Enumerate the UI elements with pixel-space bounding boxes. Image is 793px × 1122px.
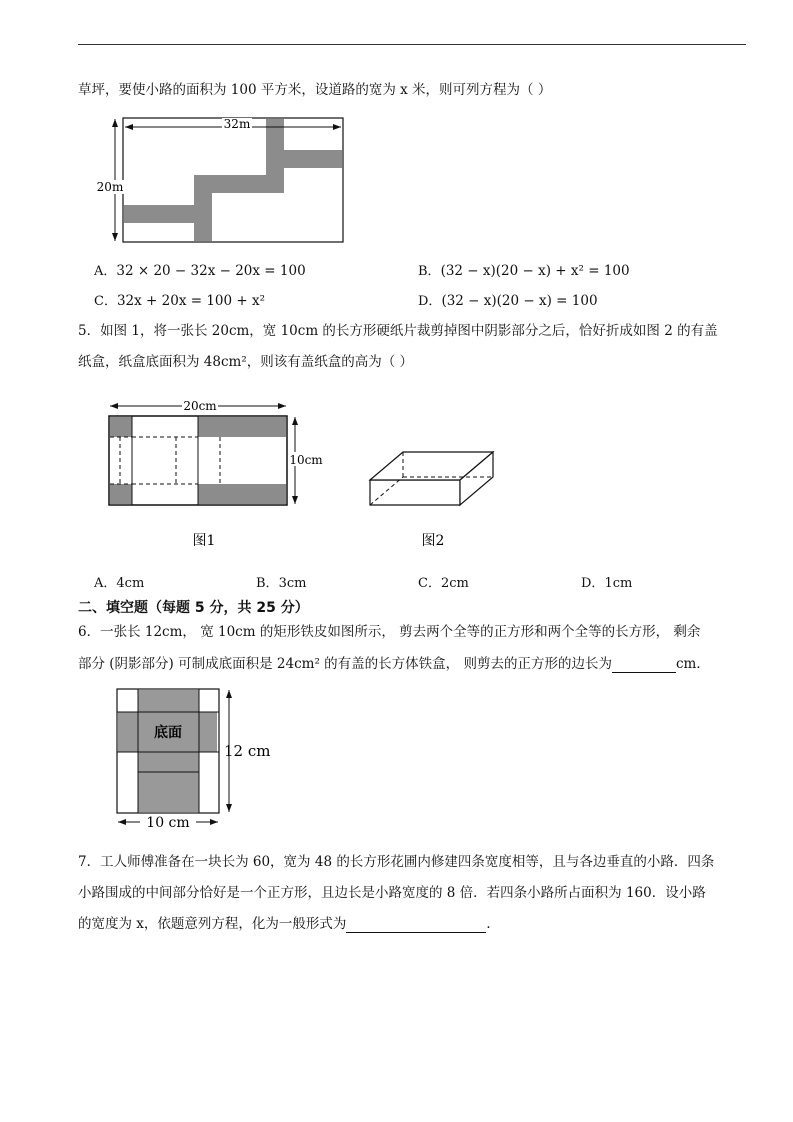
q6-height-label: 12 cm: [224, 742, 271, 760]
q6-height-arrow-t: [226, 690, 232, 698]
q4-option-c-text: 32x + 20x = 100 + x²: [116, 293, 266, 309]
q6-line2-text: 部分 (阴影部分) 可制成底面积是 24cm² 的有盖的长方体铁盒， 则剪去的正方形的边长为: [78, 656, 612, 672]
q5-fig2-caption: 图2: [421, 533, 445, 549]
q4-option-a-letter: A．: [94, 264, 117, 279]
q5-option-d-letter: D．: [581, 576, 605, 591]
q4-option-d-text: (32 − x)(20 − x) = 100: [441, 293, 598, 309]
q7-line3: [78, 915, 500, 933]
q4-width-label: 32m: [223, 117, 251, 131]
q4-height-label: 20m: [96, 180, 124, 194]
q7-line2: 小路围成的中间部分恰好是一个正方形，且边长是小路宽度的 8 倍．若四条小路所占面积为 160．设小路: [78, 885, 706, 901]
q6-width-arrow-r: [210, 819, 218, 825]
q6-line2-unit: cm．: [675, 656, 710, 672]
q6-base-label: 底面: [154, 725, 182, 741]
q7-answer-blank[interactable]: [346, 918, 486, 933]
q7-line1: 7．工人师傅准备在一块长为 60，宽为 48 的长方形花圃内修建四条宽度相等，且与各边垂直的小路．四条: [78, 854, 715, 870]
q6-top-flap: [138, 690, 199, 712]
q5-option-c-text: 2cm: [440, 576, 469, 591]
q5-line1: 5．如图 1，将一张长 20cm，宽 10cm 的长方形硬纸片裁剪掉图中阴影部分之后，恰好折成如图 2 的有盖: [78, 323, 718, 339]
section2-title: 二、填空题（每题 5 分，共 25 分）: [78, 600, 309, 616]
q4-option-a-text: 32 × 20 − 32x − 20x = 100: [116, 263, 306, 279]
q5-option-d-text: 1cm: [604, 576, 633, 591]
q5-option-b-letter: B．: [256, 576, 279, 591]
q4-option-b-text: (32 − x)(20 − x) + x² = 100: [440, 263, 630, 279]
q6-width-arrow-l: [118, 819, 126, 825]
q4-option-b-letter: B．: [418, 264, 441, 279]
q5-fig1-caption: 图1: [192, 533, 216, 549]
q6-line1: 6．一张长 12cm， 宽 10cm 的矩形铁皮如图所示， 剪去两个全等的正方形和两个全等的长方形， 剩余: [78, 624, 701, 640]
q5-line2: 纸盒，纸盒底面积为 48cm²，则该有盖纸盒的高为（ ）: [78, 354, 414, 370]
q6-bottom-panels: [138, 752, 199, 812]
q5-option-a-letter: A．: [94, 576, 117, 591]
q4-option-c-letter: C．: [94, 294, 117, 309]
q5-option-b-text: 3cm: [278, 576, 307, 591]
q7-line3-end: ．: [486, 916, 500, 932]
q5-fig1-width-label: 20cm: [183, 399, 217, 413]
q7-line3-text: 的宽度为 x，依题意列方程，化为一般形式为: [78, 916, 347, 932]
q5-fig1-height-label: 10cm: [289, 453, 323, 467]
q6-height-arrow-b: [226, 804, 232, 812]
q4-option-d-letter: D．: [418, 294, 442, 309]
q6-width-label: 10 cm: [146, 815, 190, 831]
q4-stem: 草坪，要使小路的面积为 100 平方米，设道路的宽为 x 米，则可列方程为（ ）: [78, 82, 552, 98]
q5-option-a-text: 4cm: [116, 576, 145, 591]
q5-option-c-letter: C．: [418, 576, 441, 591]
